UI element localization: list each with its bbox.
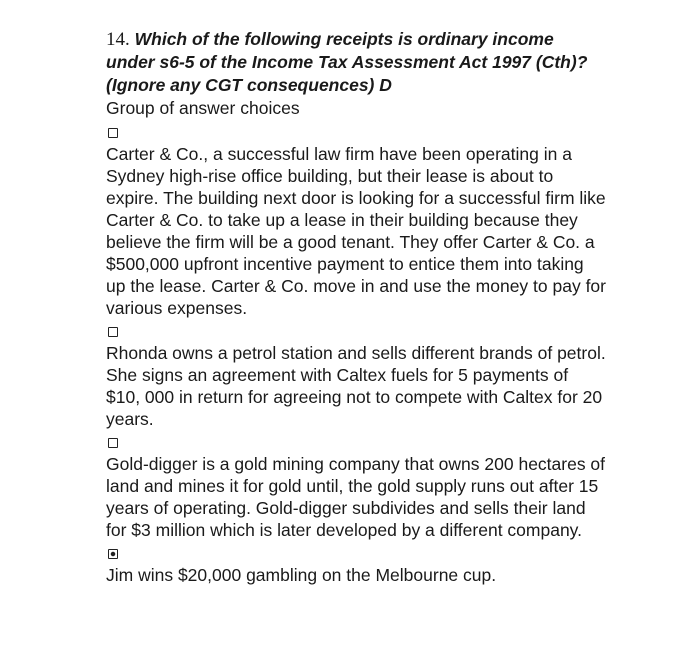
answer-choice-3[interactable]	[106, 438, 606, 541]
answer-choice-2[interactable]	[106, 327, 606, 430]
choice-text: Rhonda owns a petrol station and sells different brands of petrol. She signs an agreement with Caltex fuels for 5 payments of $10, 000 in return for agreeing not to compete with Caltex for 20 years.	[106, 343, 606, 429]
group-label: Group of answer choices	[106, 98, 300, 118]
radio-button-icon[interactable]	[108, 438, 118, 448]
question-text: Which of the following receipts is ordinary income under s6-5 of the Income Tax Assessment Act 1997 (Cth)? (Ignore any CGT consequences) D	[106, 29, 588, 95]
radio-button-selected-icon[interactable]	[108, 549, 118, 559]
choice-text: Jim wins $20,000 gambling on the Melbourne cup.	[106, 565, 497, 585]
choice-text: Gold-digger is a gold mining company that owns 200 hectares of land and mines it for gold until, the gold supply runs out after 15 years of operating. Gold-digger subdivides and sells their land for $3 million which is later developed by a different company.	[106, 454, 606, 540]
radio-button-icon[interactable]	[108, 327, 118, 337]
question-number: 14.	[106, 29, 130, 50]
answer-choice-1[interactable]	[106, 128, 606, 319]
question-block	[106, 28, 606, 586]
choice-text: Carter & Co., a successful law firm have been operating in a Sydney high-rise office building, but their lease is about to expire. The building next door is looking for a successful firm like Carter & Co. to take up a lease in their building because they believe the firm will be a good tenant. They offer Carter & Co. a $500,000 upfront incentive payment to entice them into taking up the lease. Carter & Co. move in and use the money to pay for various expenses.	[106, 144, 606, 318]
question-title	[106, 28, 606, 97]
answer-choice-4[interactable]	[106, 549, 606, 586]
radio-button-icon[interactable]	[108, 128, 118, 138]
